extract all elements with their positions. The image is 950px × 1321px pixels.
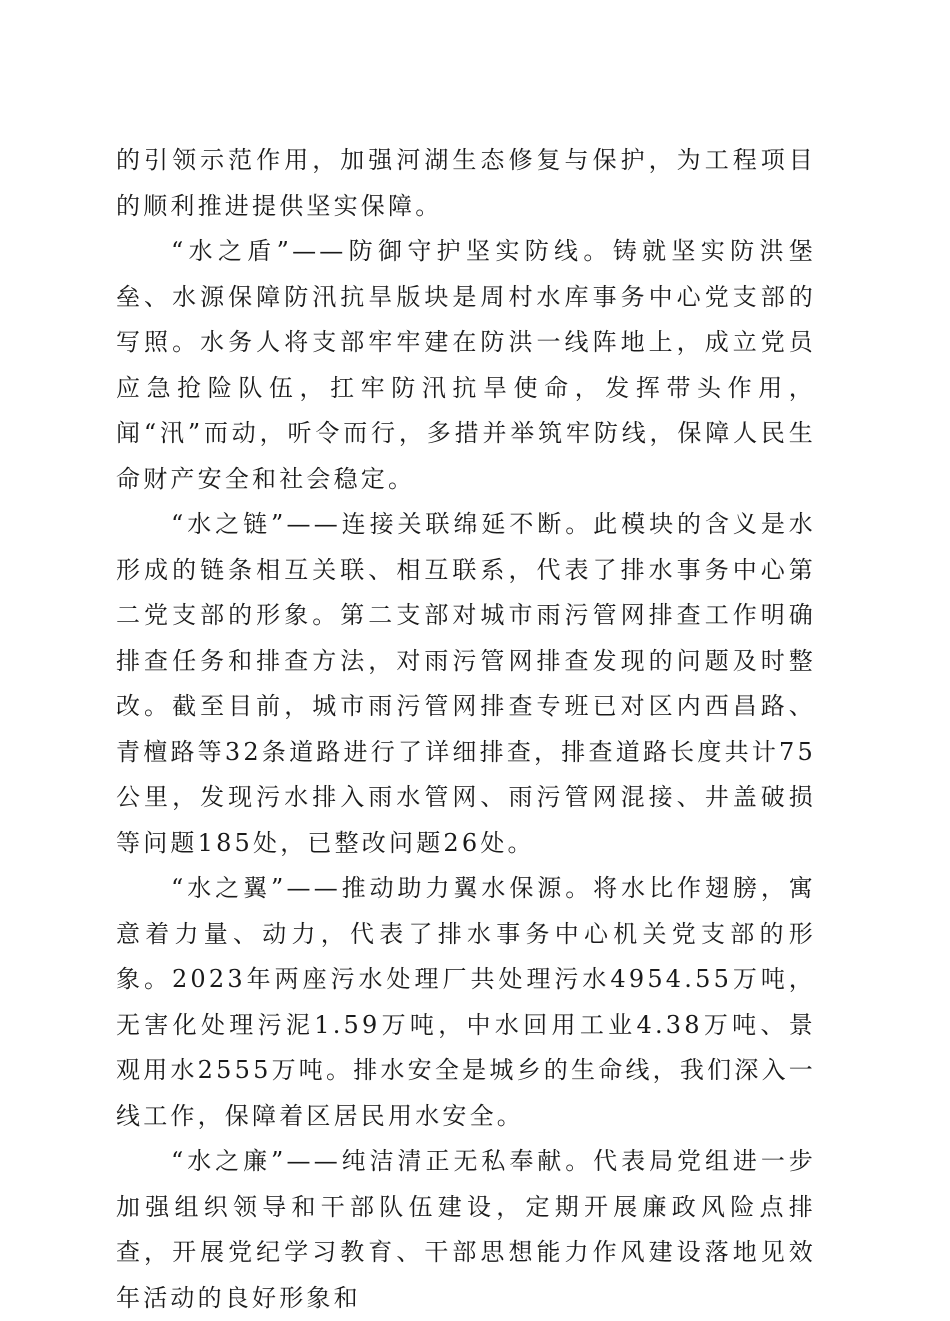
paragraph-continuation: 的引领示范作用，加强河湖生态修复与保护，为工程项目的顺利推进提供坚实保障。 <box>116 146 816 220</box>
body-text <box>116 138 816 1321</box>
paragraph-water-shield: “水之盾”——防御守护坚实防线。铸就坚实防洪堡垒、水源保障防汛抗旱版块是周村水库事务中心党支部的写照。水务人将支部牢牢建在防洪一线阵地上，成立党员应急抢险队伍，扛牢防汛抗旱使命，发挥带头作用，闻“汛”而动，听令而行，多措并举筑牢防线，保障人民生命财产安全和社会稳定。 <box>116 237 816 493</box>
paragraph-water-chain: “水之链”——连接关联绵延不断。此模块的含义是水形成的链条相互关联、相互联系，代表了排水事务中心第二党支部的形象。第二支部对城市雨污管网排查工作明确排查任务和排查方法，对雨污管网排查发现的问题及时整改。截至目前，城市雨污管网排查专班已对区内西昌路、青檀路等32条道路进行了详细排查，排查道路长度共计75公里，发现污水排入雨水管网、雨污管网混接、井盖破损等问题185处，已整改问题26处。 <box>116 510 816 857</box>
paragraph-water-wing: “水之翼”——推动助力翼水保源。将水比作翅膀，寓意着力量、动力，代表了排水事务中心机关党支部的形象。2023年两座污水处理厂共处理污水4954.55万吨，无害化处理污泥1.59万吨，中水回用工业4.38万吨、景观用水2555万吨。排水安全是城乡的生命线，我们深入一线工作，保障着区居民用水安全。 <box>116 874 816 1130</box>
paragraph-water-integrity: “水之廉”——纯洁清正无私奉献。代表局党组进一步加强组织领导和干部队伍建设，定期开展廉政风险点排查，开展党纪学习教育、干部思想能力作风建设落地见效年活动的良好形象和 <box>116 1147 816 1312</box>
